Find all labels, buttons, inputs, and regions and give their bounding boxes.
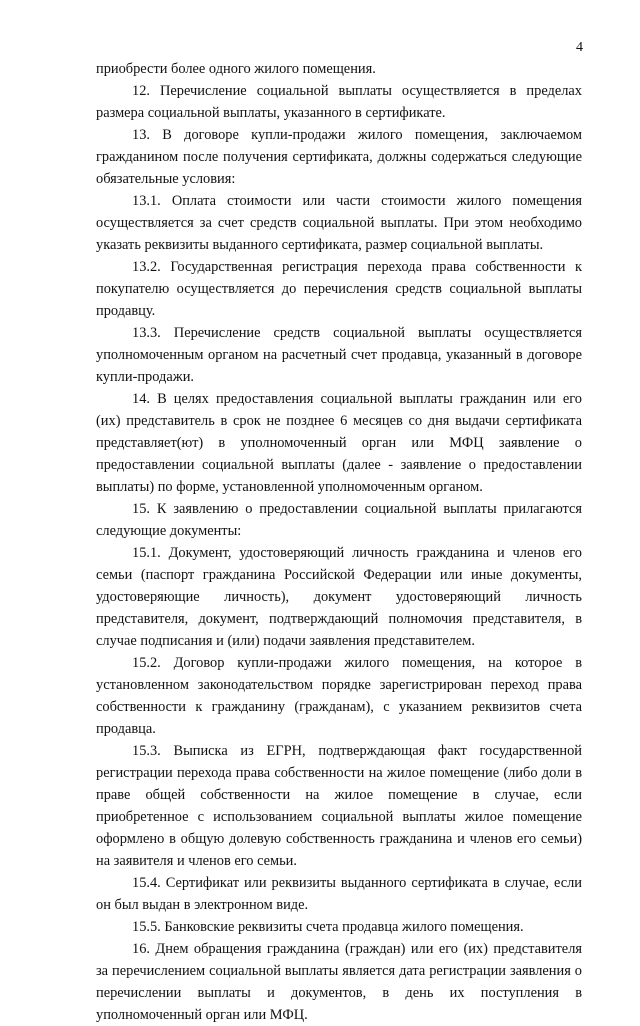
paragraph: 13.1. Оплата стоимости или части стоимости жилого помещения осуществляется за счет средств социальной выплаты. При этом необходимо указать реквизиты выданного сертификата, размер социальной выплаты.	[96, 193, 582, 253]
paragraph: 12. Перечисление социальной выплаты осуществляется в пределах размера социальной выплаты, указанного в сертификате.	[96, 83, 582, 121]
paragraph: 15. К заявлению о предоставлении социальной выплаты прилагаются следующие документы:	[96, 501, 582, 539]
paragraph: 15.1. Документ, удостоверяющий личность гражданина и членов его семьи (паспорт гражданина Российской Федерации или иные документы, удостоверяющие личность), документ удостоверяющий личность представителя, документ, подтверждающий полномочия представителя, в случае подписания и (или) подачи заявления представителем.	[96, 545, 582, 649]
document-body	[96, 58, 582, 1026]
paragraph: 14. В целях предоставления социальной выплаты гражданин или его (их) представитель в срок не позднее 6 месяцев со дня выдачи сертификата представляет(ют) в уполномоченный орган или МФЦ заявление о предоставлении социальной выплаты (далее - заявление о предоставлении выплаты) по форме, установленной уполномоченным органом.	[96, 391, 582, 495]
paragraph: 13. В договоре купли-продажи жилого помещения, заключаемом гражданином после получения сертификата, должны содержаться следующие обязательные условия:	[96, 127, 582, 187]
paragraph: 15.4. Сертификат или реквизиты выданного сертификата в случае, если он был выдан в электронном виде.	[96, 875, 582, 913]
paragraph: 15.3. Выписка из ЕГРН, подтверждающая факт государственной регистрации перехода права собственности на жилое помещение (либо доли в праве общей собственности на жилое помещение в случае, если приобретенное с использованием социальной выплаты жилое помещение оформлено в общую долевую собственность гражданина и членов его семьи) на заявителя и членов его семьи.	[96, 743, 582, 869]
paragraph: 16. Днем обращения гражданина (граждан) или его (их) представителя за перечислением социальной выплаты является дата регистрации заявления о перечислении выплаты и документов, в день их поступления в уполномоченный орган или МФЦ.	[96, 941, 582, 1023]
paragraph: 13.2. Государственная регистрация перехода права собственности к покупателю осуществляется до перечисления средств социальной выплаты продавцу.	[96, 259, 582, 319]
paragraph: 15.2. Договор купли-продажи жилого помещения, на которое в установленном законодательством порядке зарегистрирован переход права собственности к гражданину (гражданам), с указанием реквизитов счета продавца.	[96, 655, 582, 737]
paragraph: 13.3. Перечисление средств социальной выплаты осуществляется уполномоченным органом на расчетный счет продавца, указанный в договоре купли-продажи.	[96, 325, 582, 385]
paragraph: приобрести более одного жилого помещения.	[96, 61, 376, 77]
paragraph: 15.5. Банковские реквизиты счета продавца жилого помещения.	[132, 919, 524, 935]
page-number: 4	[576, 40, 583, 55]
